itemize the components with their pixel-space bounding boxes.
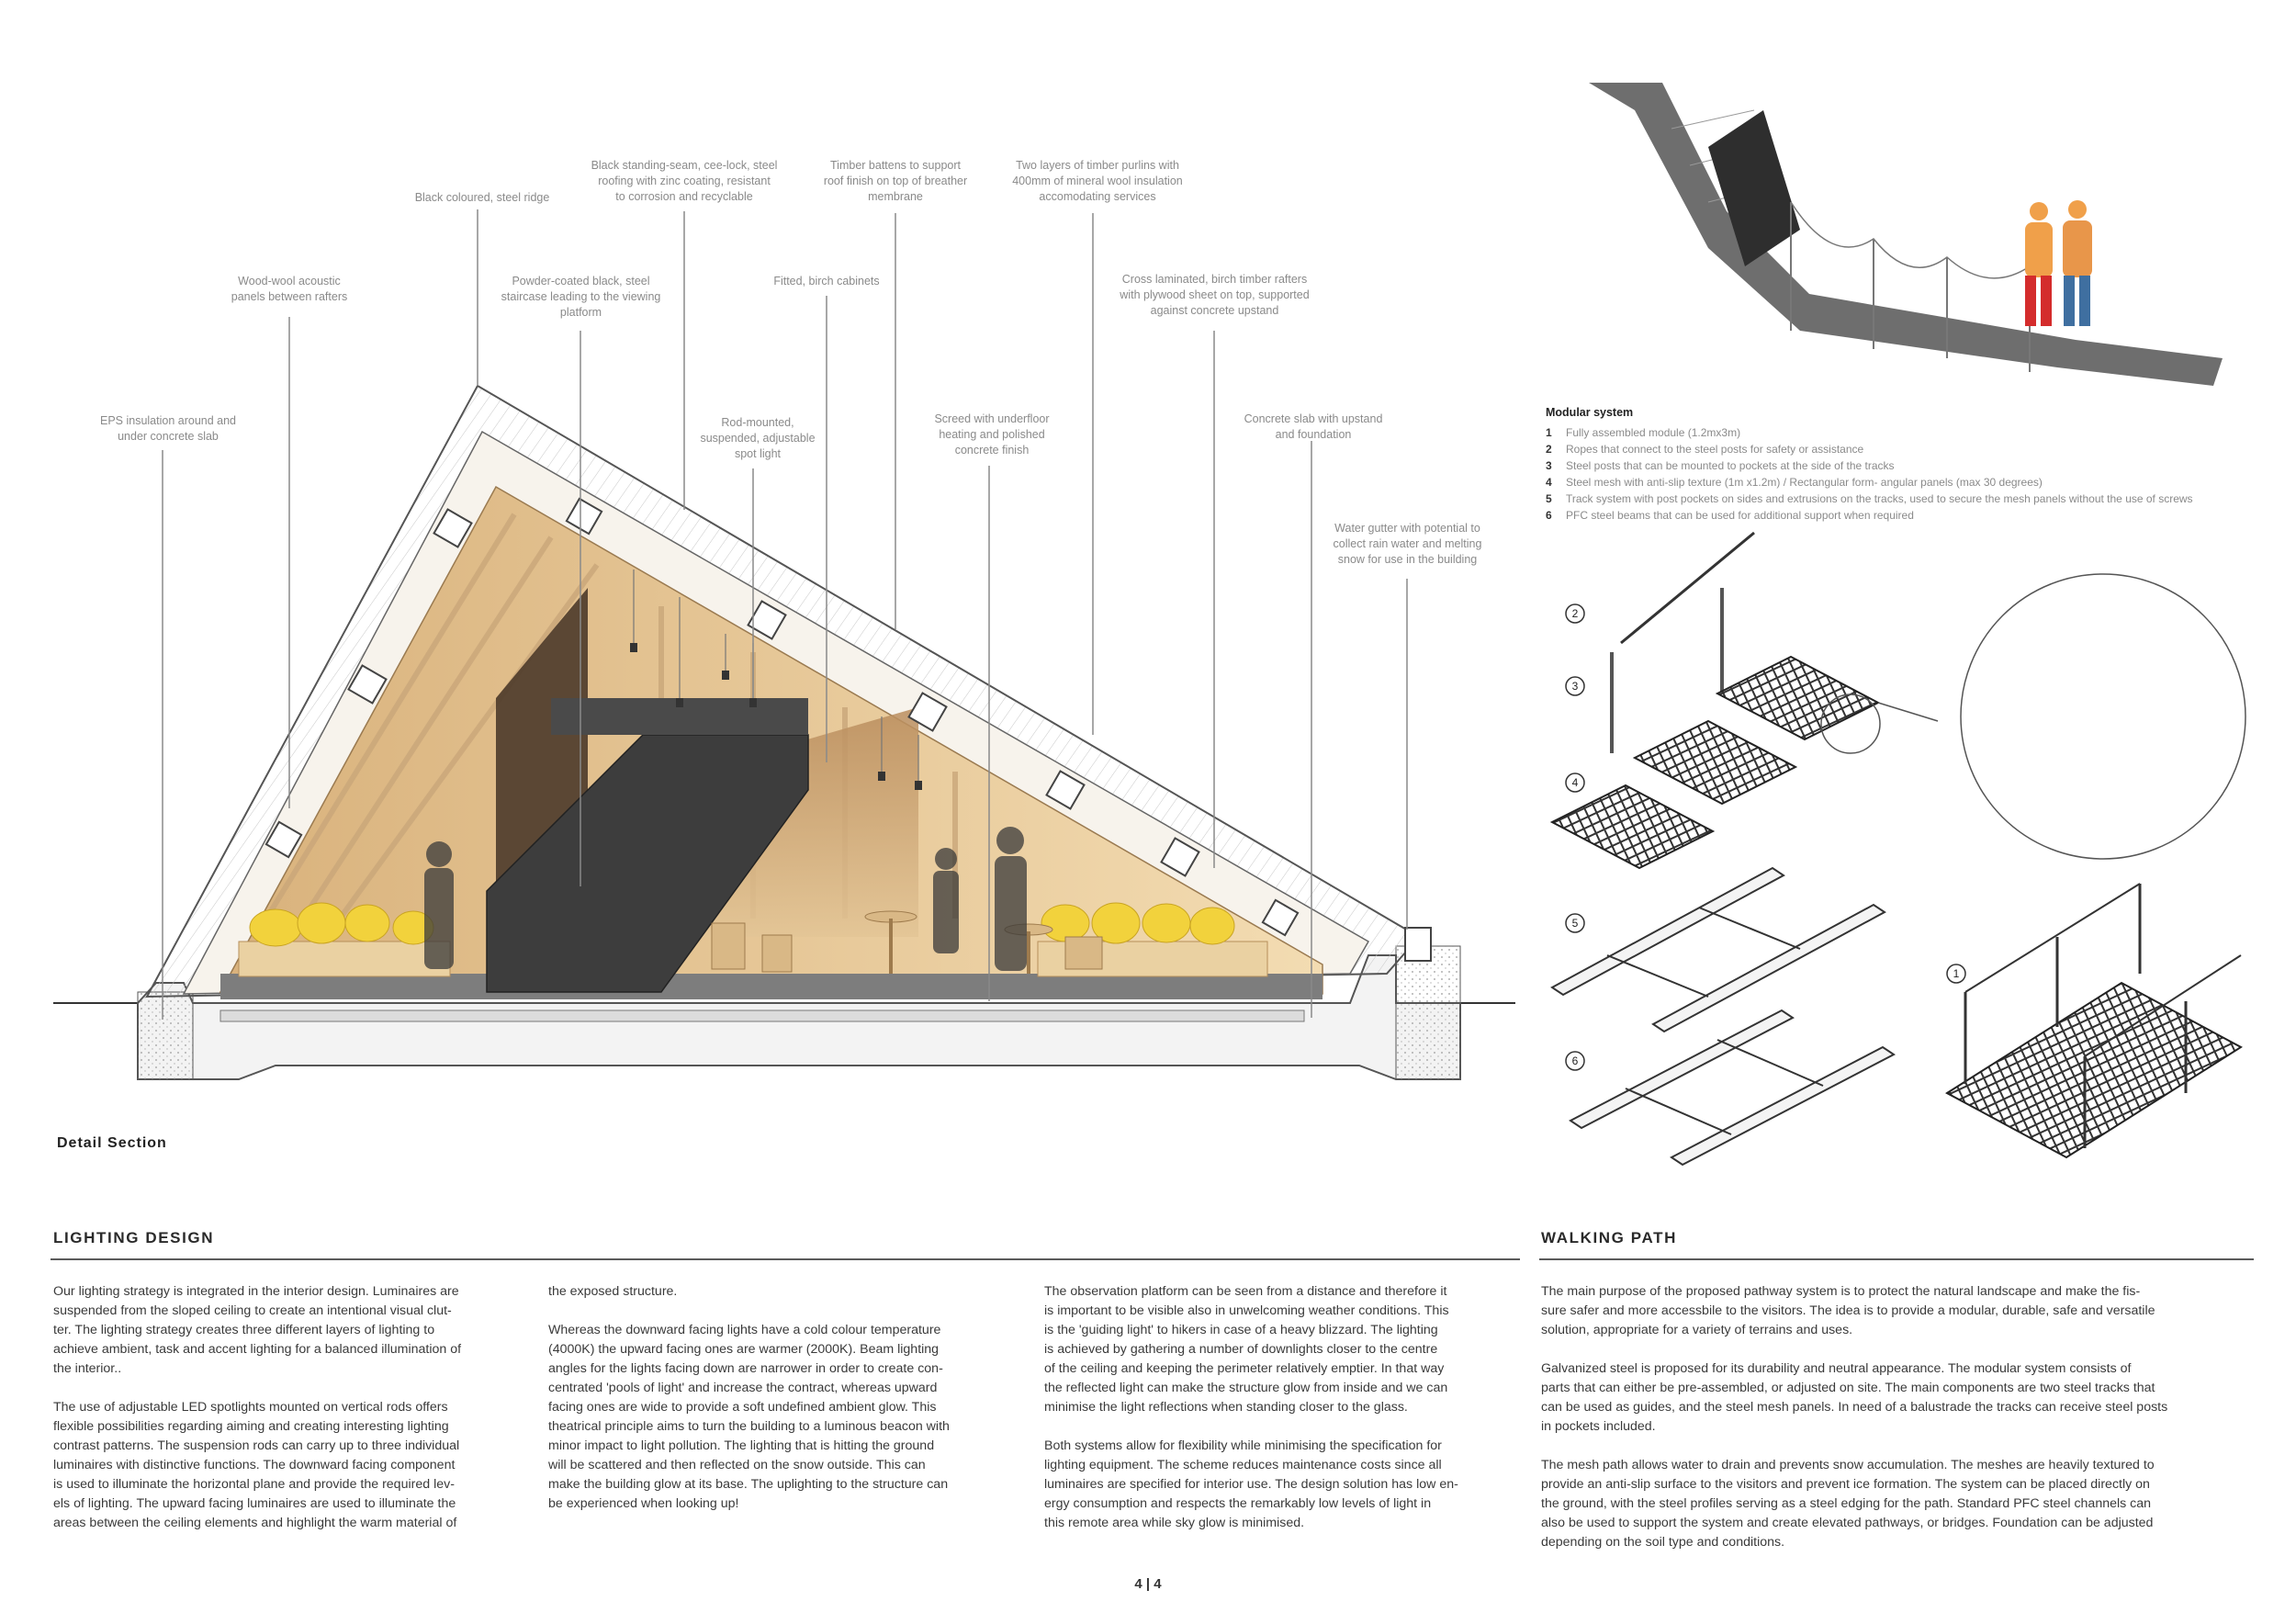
label-wood-wool-panels: Wood-wool acoustic panels between rafters xyxy=(231,275,348,303)
modular-item-text: PFC steel beams that can be used for additional support when required xyxy=(1566,509,1914,522)
walking-path-heading: WALKING PATH xyxy=(1541,1229,1677,1246)
exploded-components-diagram xyxy=(1543,524,2278,1185)
lighting-design-rule xyxy=(51,1258,1520,1260)
walkway-perspective xyxy=(1561,55,2259,386)
label-standing-seam-roofing: Black standing-seam, cee-lock, steel roofing with zinc coating, resistant to corrosion and recyclable xyxy=(591,159,778,203)
label-eps-insulation: EPS insulation around and under concrete slab xyxy=(99,414,237,443)
lighting-col-1: Our lighting strategy is integrated in the interior design. Luminaires are suspended from the sloped ceiling to create an intentional visual clut- ter. The lighting strategy creates three different layers of lighting to achieve ambient, task and accent lighting for a balanced illumination of the interior.. The use of adjustable LED spotlights mounted on vertical rods offers flexible possibilities regarding aiming and creating interesting lighting contrast patterns. The suspension rods can carry up to three individual luminaires with distinctive functions. The downward facing component is used to illuminate the horizontal plane and provide the required lev- els of lighting. The upward facing luminaires are used to illuminate the areas between the ceiling elements and highlight the warm material of xyxy=(53,1284,462,1530)
modular-item-text: Fully assembled module (1.2mx3m) xyxy=(1566,426,1741,439)
modular-item-text: Steel mesh with anti-slip texture (1m x1.2m) / Rectangular form- angular panels (max 30 degrees) xyxy=(1566,476,2043,489)
diagram-number-3: 3 xyxy=(1571,680,1579,693)
label-clt-rafters: Cross laminated, birch timber rafters with plywood sheet on top, supported against concrete upstand xyxy=(1120,273,1310,317)
lighting-col-2: the exposed structure. Whereas the downward facing lights have a cold colour temperature (4000K) the upward facing ones are warmer (2000K). Beam lighting angles for the lights facing down are narrower in order to create con- centrated 'pools of light' and increase the contract, whereas upward facing ones are wide to provide a soft undefined ambient glow. This theatrical principle aims to turn the building to a luminous beacon with minor impact to light pollution. The lighting that is hitting the ground will be scattered and then reflected on the snow outside. This can make the building glow at its base. The uplighting to the structure can be experienced when looking up! xyxy=(548,1284,950,1511)
water-gutter xyxy=(1405,928,1431,961)
modular-system-list xyxy=(1546,404,2193,524)
modular-item-number: 4 xyxy=(1546,476,1552,489)
slab-insulation xyxy=(220,1010,1304,1021)
diagram-number-5: 5 xyxy=(1571,917,1579,930)
diagram-number-6: 6 xyxy=(1571,1054,1579,1067)
modular-item xyxy=(1546,441,2193,457)
label-water-gutter: Water gutter with potential to collect rain water and melting snow for use in the building xyxy=(1333,522,1482,566)
modular-item xyxy=(1546,474,2193,491)
label-timber-battens: Timber battens to support roof finish on top of breather membrane xyxy=(823,159,968,203)
modular-item xyxy=(1546,507,2193,524)
label-screed: Screed with underfloor heating and polished concrete finish xyxy=(934,412,1050,457)
lighting-design-heading: LIGHTING DESIGN xyxy=(53,1229,215,1246)
diagram-number-2: 2 xyxy=(1571,607,1579,620)
floor-screed xyxy=(220,974,1322,999)
detail-section-title: Detail Section xyxy=(57,1135,167,1151)
modular-item-text: Steel posts that can be mounted to pockets at the side of the tracks xyxy=(1566,459,1895,472)
bench-left xyxy=(239,942,450,976)
diagram-number-1: 1 xyxy=(1953,967,1960,980)
label-concrete-slab: Concrete slab with upstand and foundation xyxy=(1244,412,1383,441)
modular-item xyxy=(1546,457,2193,474)
lighting-col-3: The observation platform can be seen from a distance and therefore it is important to be visible also in unwelcoming weather conditions. This is the 'guiding light' to hikers in case of a heavy blizzard. The lighting is achieved by gathering a number of downlights closer to the centre of the ceiling and keeping the perimeter relatively emptier. In that way the reflected light can make the structure glow from inside and we can minimise the light reflections when standing closer to the glass. Both systems allow for flexibility while minimising the specification for lighting equipment. The scheme reduces maintenance costs since all luminaires are specified for interior use. The design solution has low en- ergy consumption and respects the remarkably low levels of light in this remote area while sky glow is minimised. xyxy=(1044,1284,1458,1530)
label-spot-light: Rod-mounted, suspended, adjustable spot light xyxy=(700,416,816,460)
modular-item-number: 3 xyxy=(1546,459,1552,472)
label-birch-cabinets: Fitted, birch cabinets xyxy=(773,275,880,288)
modular-item-number: 6 xyxy=(1546,509,1552,522)
modular-item-number: 5 xyxy=(1546,492,1552,505)
modular-item-text: Track system with post pockets on sides and extrusions on the tracks, used to secure the mesh panels without the use of screws xyxy=(1566,492,2193,505)
modular-item-number: 1 xyxy=(1546,426,1552,439)
walking-path-text: The main purpose of the proposed pathway system is to protect the natural landscape and make the fis- sure safer and more accessbile to the visitors. The idea is to provide a modular, durable, safe and versatile solution, appropriate for a variety of terrains and uses. Galvanized steel is proposed for its durability and neutral appearance. The modular system consists of parts that can either be pre-assembled, or adjusted on site. The main components are two steel tracks that can be used as guides, and the steel mesh panels. In need of a balustrade the tracks can receive steel posts in pockets included. The mesh path allows water to drain and prevents snow accumulation. The meshes are heavily textured to provide an anti-slip surface to the visitors and prevent ice formation. The system can be placed directly on the ground, with the steel profiles serving as a steel edging for the path. Standard PFC steel channels can also be used to support the system and create elevated pathways, or bridges. Foundation can be adjusted depending on the soil type and conditions. xyxy=(1541,1284,2168,1550)
label-timber-purlins: Two layers of timber purlins with 400mm of mineral wool insulation accomodating services xyxy=(1012,159,1183,203)
modular-item xyxy=(1546,491,2193,507)
label-staircase: Powder-coated black, steel staircase leading to the viewing platform xyxy=(501,275,661,319)
page-number: 4 | 4 xyxy=(1134,1576,1162,1592)
modular-item xyxy=(1546,424,2193,441)
modular-system-title: Modular system xyxy=(1546,406,1634,419)
label-steel-ridge: Black coloured, steel ridge xyxy=(414,191,550,204)
walking-path-rule xyxy=(1539,1258,2254,1260)
modular-item-text: Ropes that connect to the steel posts for safety or assistance xyxy=(1566,443,1864,456)
modular-item-number: 2 xyxy=(1546,443,1552,456)
diagram-number-4: 4 xyxy=(1571,776,1579,789)
